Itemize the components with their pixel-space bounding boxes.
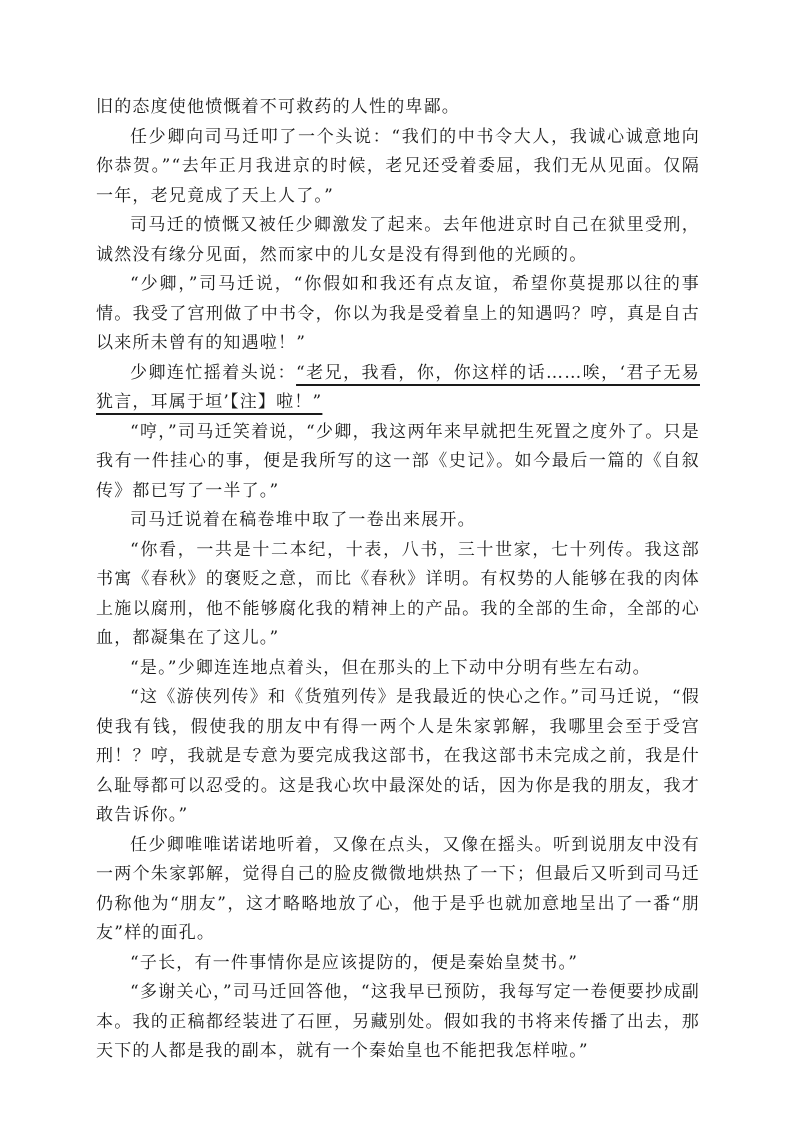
paragraph-3: 司马迁的愤慨又被任少卿激发了起来。去年他进京时自己在狱里受刑，诚然没有缘分见面，然而家中的儿女是没有得到他的光顾的。 <box>96 215 700 265</box>
paragraph-12: “子长，有一件事情你是应该提防的，便是秦始皇焚书。” <box>130 952 579 973</box>
document-body <box>96 93 700 1067</box>
paragraph-8: “你看，一共是十二本纪，十表，八书，三十世家，七十列传。我这部书寓《春秋》的褒贬之意，而比《春秋》详明。有权势的人能够在我的肉体上施以腐刑，他不能够腐化我的精神上的产品。我的全部的生命，全部的心血，都凝集在了这儿。” <box>96 539 700 648</box>
underlined-quote: “老兄，我看，你，你这样的话……唉，‘君子无易犹言，耳属于垣’【注】啦！” <box>96 362 700 412</box>
paragraph-11: 任少卿唯唯诺诺地听着，又像在点头，又像在摇头。听到说朋友中没有一两个朱家郭解，觉得自己的脸皮微微地烘热了一下；但最后又听到司马迁仍称他为“朋友”，这才略略地放了心，他于是乎也就加意地呈出了一番“朋友”样的面孔。 <box>96 834 700 943</box>
paragraph-9: “是。”少卿连连地点着头，但在那头的上下动中分明有些左右动。 <box>130 657 651 678</box>
paragraph-13: “多谢关心，”司马迁回答他，“这我早已预防，我每写定一卷便要抄成副本。我的正稿都经装进了石匣，另藏别处。假如我的书将来传播了出去，那天下的人都是我的副本，就有一个秦始皇也不能把我怎样啦。” <box>96 982 700 1061</box>
paragraph-5-lead: 少卿连忙摇着头说： <box>130 362 297 383</box>
paragraph-4: “少卿，”司马迁说，“你假如和我还有点友谊，希望你莫提那以往的事情。我受了宫刑做了中书令，你以为我是受着皇上的知遇吗？哼，真是自古以来所未曾有的知遇啦！” <box>96 274 700 353</box>
paragraph-10: “这《游侠列传》和《货殖列传》是我最近的快心之作。”司马迁说，“假使我有钱，假使我的朋友中有得一两个人是朱家郭解，我哪里会至于受宫刑！？哼，我就是专意为要完成我这部书，在我这部书未完成之前，我是什么耻辱都可以忍受的。这是我心坎中最深处的话，因为你是我的朋友，我才敢告诉你。” <box>96 687 700 825</box>
paragraph-5 <box>96 359 700 418</box>
paragraph-1: 旧的态度使他愤慨着不可救药的人性的卑鄙。 <box>96 97 460 117</box>
paragraph-6: “哼，”司马迁笑着说，“少卿，我这两年来早就把生死置之度外了。只是我有一件挂心的事，便是我所写的这一部《史记》。如今最后一篇的《自叙传》都已写了一半了。” <box>96 421 700 501</box>
paragraph-7: 司马迁说着在稿卷堆中取了一卷出来展开。 <box>130 510 476 530</box>
paragraph-2: 任少卿向司马迁叩了一个头说：“我们的中书令大人，我诚心诚意地向你恭贺。”“去年正月我进京的时候，老兄还受着委屈，我们无从见面。仅隔一年，老兄竟成了天上人了。” <box>96 126 700 206</box>
